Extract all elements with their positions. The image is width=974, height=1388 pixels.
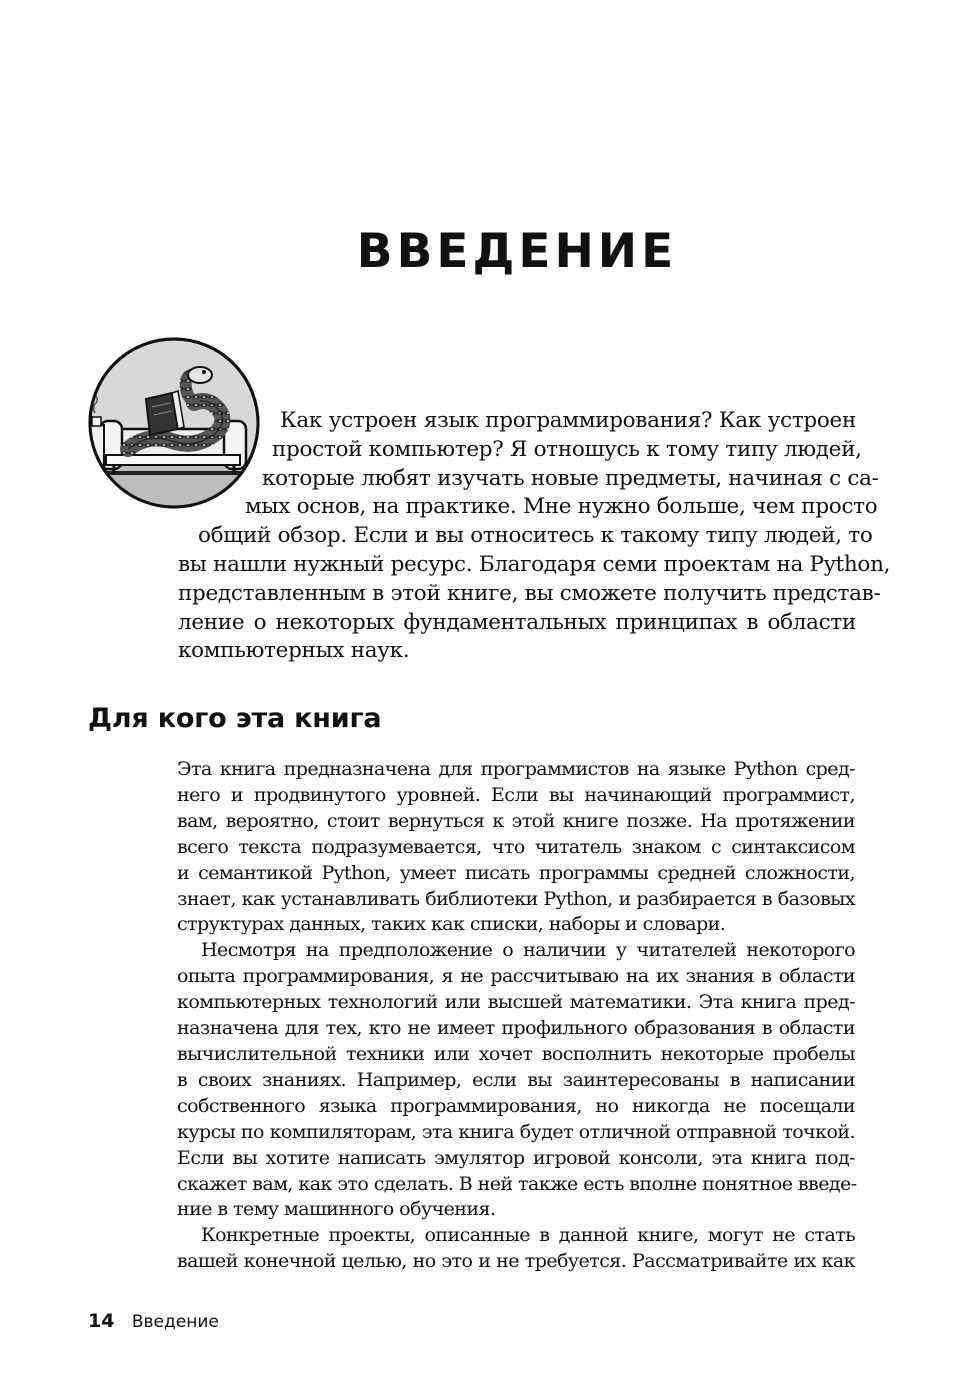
body-line: ние в тему машинного обучения. [177,1198,496,1221]
section-heading: Для кого эта книга [88,703,382,734]
body-line: компьютерных технологий или высшей математики. Эта книга пред- [177,991,855,1014]
chapter-title: ВВЕДЕНИЕ [356,224,678,279]
body-line: всего текста подразумевается, что читатель знаком с синтаксисом [177,835,855,858]
body-line: в своих знаниях. Например, если вы заинтересованы в написании [177,1068,855,1091]
body-line: собственного языка программирования, но никогда не посещали [177,1094,855,1117]
body-line: опыта программирования, я не рассчитываю на их знания в области [177,965,855,988]
page-number: 14 [88,1310,115,1332]
body-line: него и продвинутого уровней. Если вы начинающий программист, [177,783,855,806]
intro-line: простой компьютер? Я отношусь к тому типу людей, [272,436,862,462]
intro-line: компьютерных наук. [178,638,410,664]
page-footer [88,1310,219,1332]
body-line: вашей конечной целью, но это и не требуется. Рассматривайте их как [177,1250,855,1273]
intro-paragraph [90,407,891,666]
body-line: Эта книга предназначена для программистов на языке Python сред- [177,758,855,780]
body-line: Конкретные проекты, описанные в данной книге, могут не стать [201,1224,855,1247]
body-line: назначена для тех, кто не имеет профильного образования в области [177,1017,855,1040]
intro-line: Как устроен язык программирования? Как устроен [280,408,856,433]
body-line: знает, как устанавливать библиотеки Python, и разбирается в базовых [177,887,855,910]
body-line: и семантикой Python, умеет писать программы средней сложности, [177,861,855,884]
intro-line: мых основ, на практике. Мне нужно больше, чем просто [245,494,878,520]
intro-line: которые любят изучать новые предметы, начиная с са- [262,465,879,491]
intro-line: ление о некоторых фундаментальных принципах в области [178,609,856,635]
running-title: Введение [131,1312,219,1332]
section-body [177,757,855,1275]
body-line: вычислительной техники или хочет восполнить некоторые пробелы [177,1042,855,1065]
body-line: Несмотря на предположение о наличии у читателей некоторого [201,939,855,962]
body-line: скажет вам, как это сделать. В ней также есть вполне понятное введе- [177,1172,857,1195]
body-line: вам, вероятно, стоит вернуться к этой книге позже. На протяжении [177,809,855,832]
body-line: курсы по компиляторам, эта книга будет отличной отправной точкой. [177,1120,855,1143]
body-line: структурах данных, таких как списки, наборы и словари. [177,913,726,936]
intro-line: общий обзор. Если и вы относитесь к такому типу людей, то [198,523,873,549]
body-line: Если вы хотите написать эмулятор игровой консоли, эта книга под- [177,1146,855,1169]
intro-line: вы нашли нужный ресурс. Благодаря семи проектам на Python, [178,551,891,577]
intro-line: представленным в этой книге, вы сможете получить представ- [178,580,881,606]
